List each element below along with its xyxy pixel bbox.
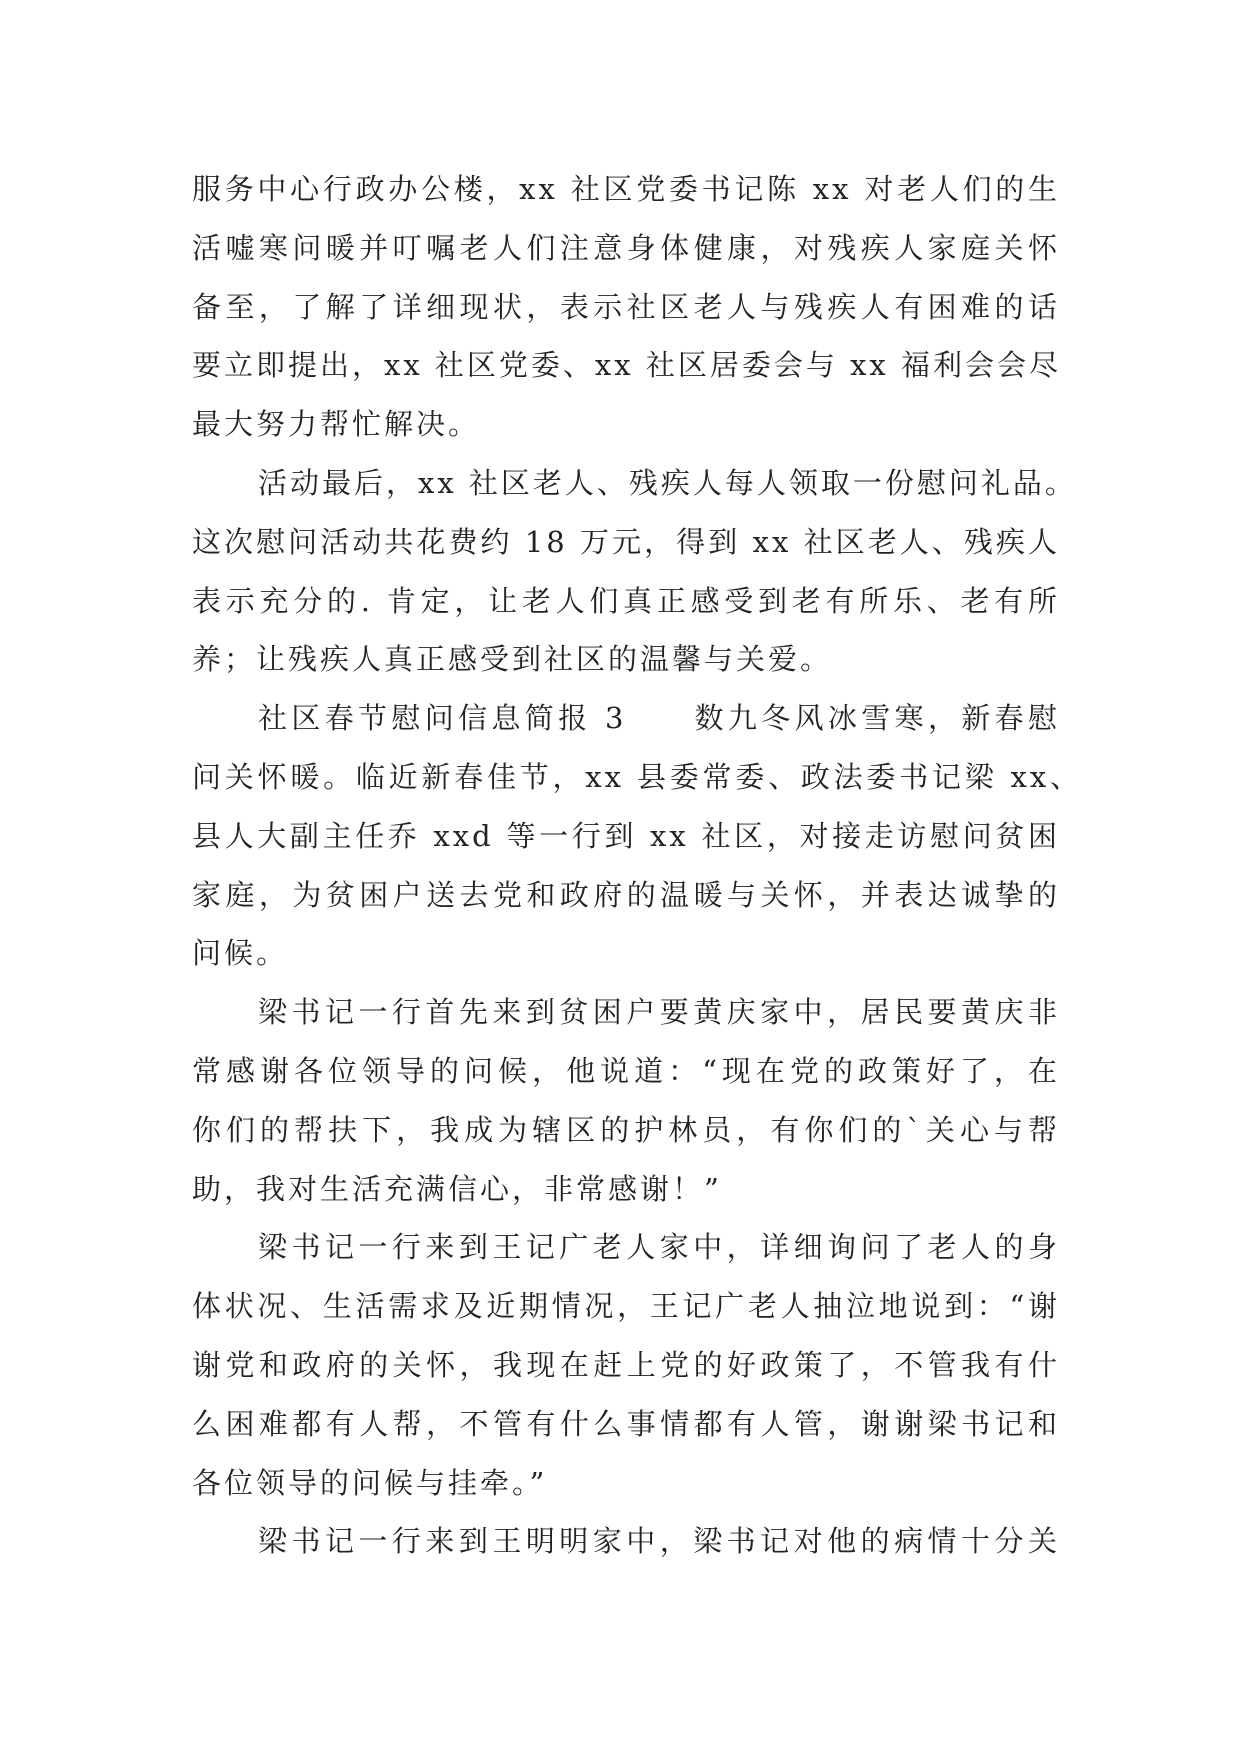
text-line: 服务中心行政办公楼，xx 社区党委书记陈 xx 对老人们的生: [192, 172, 1060, 206]
text-line: 活动最后，xx 社区老人、残疾人每人领取一份慰问礼品。: [258, 465, 1077, 500]
text-line: 最大努力帮忙解决。: [192, 407, 481, 442]
text-line: 这次慰问活动共花费约 18 万元，得到 xx 社区老人、残疾人: [192, 524, 1060, 559]
text-line: 常感谢各位领导的问候，他说道：“现在党的政策好了，在: [192, 1053, 1060, 1088]
text-line: 备至，了解了详细现状，表示社区老人与残疾人有困难的话: [192, 289, 1060, 324]
text-line: 要立即提出，xx 社区党委、xx 社区居委会与 xx 福利会会尽: [192, 348, 1062, 383]
text-line: 表示充分的. 肯定，让老人们真正感受到老有所乐、老有所: [192, 583, 1060, 618]
text-line: 你们的帮扶下，我成为辖区的护林员，有你们的`关心与帮: [192, 1112, 1060, 1147]
text-line: 养；让残疾人真正感受到社区的温馨与关爱。: [192, 642, 833, 677]
text-line: 问关怀暖。临近新春佳节，xx 县委常委、政法委书记梁 xx、: [192, 759, 1082, 794]
text-line: 助，我对生活充满信心，非常感谢！”: [192, 1171, 722, 1206]
text-line: 谢党和政府的关怀，我现在赶上党的好政策了，不管我有什: [192, 1347, 1060, 1382]
text-line: 么困难都有人帮，不管有什么事情都有人管，谢谢梁书记和: [192, 1406, 1060, 1441]
text-line: 梁书记一行来到王记广老人家中，详细询问了老人的身: [258, 1230, 1060, 1265]
text-line: 家庭，为贫困户送去党和政府的温暖与关怀，并表达诚挚的: [192, 877, 1060, 912]
text-line: 梁书记一行首先来到贫困户要黄庆家中，居民要黄庆非: [258, 995, 1060, 1030]
text-line: 社区春节慰问信息简报 3 数九冬风冰雪寒，新春慰: [258, 701, 1060, 736]
text-line: 梁书记一行来到王明明家中，梁书记对他的病情十分关: [258, 1524, 1060, 1559]
text-line: 体状况、生活需求及近期情况，王记广老人抽泣地说到：“谢: [192, 1289, 1060, 1324]
text-line: 县人大副主任乔 xxd 等一行到 xx 社区，对接走访慰问贫困: [192, 818, 1060, 853]
text-line: 活嘘寒问暖并叮嘱老人们注意身体健康，对残疾人家庭关怀: [192, 230, 1060, 265]
document-body: [192, 160, 1082, 1571]
text-line: 问候。: [192, 936, 289, 971]
text-line: 各位领导的问候与挂牵。”: [192, 1465, 548, 1500]
